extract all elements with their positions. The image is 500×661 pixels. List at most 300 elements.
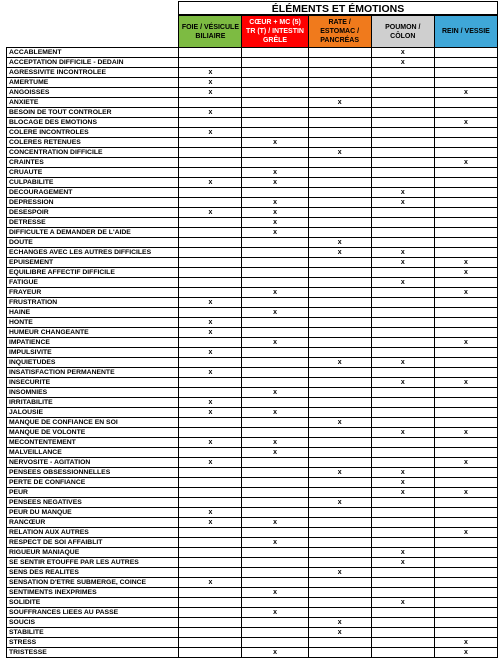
- table-row: [7, 378, 498, 388]
- emotion-label: CRAINTES: [7, 158, 179, 168]
- mark-cell: x: [179, 368, 242, 378]
- mark-cell: [179, 608, 242, 618]
- mark-cell: [242, 428, 308, 438]
- mark-cell: [308, 298, 371, 308]
- mark-cell: [242, 128, 308, 138]
- mark-cell: [371, 588, 434, 598]
- mark-cell: [242, 148, 308, 158]
- mark-cell: [308, 648, 371, 658]
- mark-cell: [242, 98, 308, 108]
- table-row: [7, 608, 498, 618]
- mark-cell: x: [308, 568, 371, 578]
- emotion-label: CRUAUTE: [7, 168, 179, 178]
- mark-cell: x: [179, 408, 242, 418]
- mark-cell: [242, 68, 308, 78]
- table-row: [7, 588, 498, 598]
- emotion-label: ANGOISSES: [7, 88, 179, 98]
- table-row: [7, 388, 498, 398]
- mark-cell: [308, 548, 371, 558]
- mark-cell: [371, 568, 434, 578]
- mark-cell: x: [371, 378, 434, 388]
- emotion-label: MANQUE DE CONFIANCE EN SOI: [7, 418, 179, 428]
- mark-cell: x: [179, 78, 242, 88]
- mark-cell: [371, 528, 434, 538]
- mark-cell: [434, 608, 497, 618]
- column-header-rein: REIN / VESSIE: [434, 16, 497, 48]
- mark-cell: x: [434, 338, 497, 348]
- mark-cell: [242, 318, 308, 328]
- mark-cell: [371, 508, 434, 518]
- mark-cell: x: [308, 628, 371, 638]
- mark-cell: [371, 298, 434, 308]
- mark-cell: x: [242, 228, 308, 238]
- table-row: [7, 148, 498, 158]
- table-row: [7, 98, 498, 108]
- mark-cell: [179, 548, 242, 558]
- emotion-label: DEPRESSION: [7, 198, 179, 208]
- mark-cell: [308, 288, 371, 298]
- mark-cell: x: [371, 478, 434, 488]
- mark-cell: x: [242, 168, 308, 178]
- table-row: [7, 518, 498, 528]
- mark-cell: [242, 358, 308, 368]
- mark-cell: [308, 88, 371, 98]
- mark-cell: [242, 458, 308, 468]
- mark-cell: [308, 158, 371, 168]
- table-row: [7, 568, 498, 578]
- mark-cell: [179, 188, 242, 198]
- mark-cell: [434, 518, 497, 528]
- table-row: [7, 428, 498, 438]
- mark-cell: [308, 108, 371, 118]
- mark-cell: x: [242, 408, 308, 418]
- mark-cell: x: [371, 548, 434, 558]
- mark-cell: [371, 78, 434, 88]
- mark-cell: [308, 558, 371, 568]
- table-row: [7, 288, 498, 298]
- mark-cell: [179, 478, 242, 488]
- emotion-label: IMPATIENCE: [7, 338, 179, 348]
- mark-cell: [371, 398, 434, 408]
- mark-cell: [242, 238, 308, 248]
- mark-cell: [371, 68, 434, 78]
- mark-cell: [179, 468, 242, 478]
- mark-cell: [308, 408, 371, 418]
- mark-cell: [308, 278, 371, 288]
- mark-cell: x: [371, 428, 434, 438]
- mark-cell: [179, 528, 242, 538]
- table-row: [7, 178, 498, 188]
- mark-cell: x: [434, 528, 497, 538]
- mark-cell: [371, 178, 434, 188]
- emotion-label: COLERES RETENUES: [7, 138, 179, 148]
- mark-cell: [371, 238, 434, 248]
- mark-cell: x: [434, 268, 497, 278]
- mark-cell: [371, 148, 434, 158]
- mark-cell: [308, 578, 371, 588]
- mark-cell: [371, 328, 434, 338]
- mark-cell: x: [434, 488, 497, 498]
- mark-cell: [179, 258, 242, 268]
- mark-cell: [371, 108, 434, 118]
- mark-cell: [179, 308, 242, 318]
- mark-cell: [179, 278, 242, 288]
- mark-cell: [242, 508, 308, 518]
- mark-cell: x: [179, 438, 242, 448]
- mark-cell: [308, 128, 371, 138]
- mark-cell: [242, 158, 308, 168]
- mark-cell: [242, 88, 308, 98]
- mark-cell: x: [434, 258, 497, 268]
- emotion-label: BESOIN DE TOUT CONTROLER: [7, 108, 179, 118]
- mark-cell: x: [308, 358, 371, 368]
- table-row: [7, 298, 498, 308]
- mark-cell: [434, 498, 497, 508]
- table-row: [7, 368, 498, 378]
- mark-cell: x: [308, 468, 371, 478]
- mark-cell: [371, 338, 434, 348]
- mark-cell: [434, 358, 497, 368]
- emotion-label: SE SENTIR ETOUFFE PAR LES AUTRES: [7, 558, 179, 568]
- mark-cell: x: [242, 218, 308, 228]
- mark-cell: [179, 638, 242, 648]
- mark-cell: [371, 368, 434, 378]
- mark-cell: [179, 168, 242, 178]
- mark-cell: x: [434, 88, 497, 98]
- header-row: [7, 16, 498, 48]
- table-row: [7, 578, 498, 588]
- emotion-label: RANCŒUR: [7, 518, 179, 528]
- emotion-label: AGRESSIVITE INCONTROLEE: [7, 68, 179, 78]
- mark-cell: [371, 138, 434, 148]
- mark-cell: [308, 68, 371, 78]
- mark-cell: [308, 598, 371, 608]
- mark-cell: x: [308, 498, 371, 508]
- mark-cell: [434, 598, 497, 608]
- mark-cell: [434, 328, 497, 338]
- emotion-label: ACCEPTATION DIFFICILE - DEDAIN: [7, 58, 179, 68]
- table-row: [7, 58, 498, 68]
- mark-cell: x: [179, 88, 242, 98]
- mark-cell: x: [371, 278, 434, 288]
- mark-cell: [308, 338, 371, 348]
- mark-cell: [179, 498, 242, 508]
- mark-cell: [434, 218, 497, 228]
- table-row: [7, 348, 498, 358]
- mark-cell: [242, 578, 308, 588]
- emotion-label: SOUCIS: [7, 618, 179, 628]
- mark-cell: [434, 278, 497, 288]
- mark-cell: [434, 418, 497, 428]
- emotion-label: IMPULSIVITE: [7, 348, 179, 358]
- mark-cell: [434, 588, 497, 598]
- emotion-label: MALVEILLANCE: [7, 448, 179, 458]
- mark-cell: [242, 258, 308, 268]
- mark-cell: x: [179, 298, 242, 308]
- mark-cell: [308, 398, 371, 408]
- mark-cell: x: [179, 508, 242, 518]
- mark-cell: x: [242, 338, 308, 348]
- mark-cell: [434, 68, 497, 78]
- table-row: [7, 438, 498, 448]
- mark-cell: [179, 428, 242, 438]
- mark-cell: [434, 208, 497, 218]
- mark-cell: [242, 48, 308, 58]
- mark-cell: x: [242, 308, 308, 318]
- mark-cell: [371, 608, 434, 618]
- mark-cell: x: [371, 248, 434, 258]
- mark-cell: [308, 458, 371, 468]
- mark-cell: x: [434, 648, 497, 658]
- emotion-label: SENSATION D'ETRE SUBMERGE, COINCE: [7, 578, 179, 588]
- mark-cell: x: [242, 518, 308, 528]
- mark-cell: [434, 58, 497, 68]
- table-row: [7, 358, 498, 368]
- header-corner: [7, 16, 179, 48]
- table-row: [7, 68, 498, 78]
- mark-cell: [308, 118, 371, 128]
- mark-cell: [434, 248, 497, 258]
- mark-cell: [179, 628, 242, 638]
- mark-cell: [179, 98, 242, 108]
- mark-cell: [371, 518, 434, 528]
- emotion-label: TRISTESSE: [7, 648, 179, 658]
- mark-cell: [242, 468, 308, 478]
- mark-cell: x: [179, 68, 242, 78]
- mark-cell: [371, 388, 434, 398]
- mark-cell: [308, 308, 371, 318]
- mark-cell: [308, 448, 371, 458]
- mark-cell: [434, 308, 497, 318]
- mark-cell: [179, 228, 242, 238]
- column-header-poumon: POUMON / CÔLON: [371, 16, 434, 48]
- mark-cell: x: [371, 468, 434, 478]
- mark-cell: [434, 78, 497, 88]
- table-row: [7, 538, 498, 548]
- mark-cell: [434, 628, 497, 638]
- mark-cell: x: [308, 618, 371, 628]
- mark-cell: [434, 468, 497, 478]
- table-row: [7, 108, 498, 118]
- mark-cell: [434, 348, 497, 358]
- table-row: [7, 488, 498, 498]
- mark-cell: [179, 288, 242, 298]
- mark-cell: [371, 498, 434, 508]
- mark-cell: x: [179, 178, 242, 188]
- mark-cell: x: [179, 128, 242, 138]
- mark-cell: [179, 538, 242, 548]
- mark-cell: [308, 608, 371, 618]
- column-header-rate: RATE / ESTOMAC / PANCRÉAS: [308, 16, 371, 48]
- mark-cell: [434, 318, 497, 328]
- emotion-label: PENSEES OBSESSIONNELLES: [7, 468, 179, 478]
- mark-cell: [434, 568, 497, 578]
- emotion-label: PERTE DE CONFIANCE: [7, 478, 179, 488]
- mark-cell: [308, 368, 371, 378]
- emotions-table: [6, 15, 498, 658]
- column-header-coeur: CŒUR + MC (5) TR (T) / INTESTIN GRÊLE: [242, 16, 308, 48]
- mark-cell: [308, 258, 371, 268]
- mark-cell: [434, 108, 497, 118]
- emotion-label: RESPECT DE SOI AFFAIBLIT: [7, 538, 179, 548]
- mark-cell: [242, 188, 308, 198]
- mark-cell: x: [371, 198, 434, 208]
- mark-cell: [179, 148, 242, 158]
- emotion-label: SOUFFRANCES LIEES AU PASSE: [7, 608, 179, 618]
- table-row: [7, 638, 498, 648]
- emotion-label: IRRITABILITE: [7, 398, 179, 408]
- mark-cell: [434, 388, 497, 398]
- mark-cell: [434, 478, 497, 488]
- table-row: [7, 498, 498, 508]
- mark-cell: [434, 48, 497, 58]
- mark-cell: [179, 58, 242, 68]
- emotion-label: SENS DES REALITES: [7, 568, 179, 578]
- table-row: [7, 598, 498, 608]
- table-row: [7, 48, 498, 58]
- mark-cell: [242, 628, 308, 638]
- mark-cell: [308, 428, 371, 438]
- mark-cell: [179, 598, 242, 608]
- mark-cell: x: [242, 538, 308, 548]
- mark-cell: x: [308, 98, 371, 108]
- table-row: [7, 528, 498, 538]
- mark-cell: [179, 338, 242, 348]
- emotion-label: DOUTE: [7, 238, 179, 248]
- table-row: [7, 278, 498, 288]
- mark-cell: [308, 168, 371, 178]
- table-row: [7, 478, 498, 488]
- mark-cell: [434, 198, 497, 208]
- mark-cell: [179, 218, 242, 228]
- emotion-label: COLERE INCONTROLES: [7, 128, 179, 138]
- mark-cell: [308, 58, 371, 68]
- mark-cell: [371, 408, 434, 418]
- table-row: [7, 318, 498, 328]
- mark-cell: [242, 298, 308, 308]
- mark-cell: x: [434, 458, 497, 468]
- mark-cell: [179, 138, 242, 148]
- emotion-label: EPUISEMENT: [7, 258, 179, 268]
- mark-cell: [308, 508, 371, 518]
- mark-cell: [371, 308, 434, 318]
- mark-cell: [371, 418, 434, 428]
- mark-cell: x: [242, 208, 308, 218]
- mark-cell: x: [371, 188, 434, 198]
- mark-cell: x: [179, 208, 242, 218]
- mark-cell: [179, 358, 242, 368]
- emotion-label: HAINE: [7, 308, 179, 318]
- table-row: [7, 328, 498, 338]
- mark-cell: x: [308, 418, 371, 428]
- mark-cell: [179, 388, 242, 398]
- mark-cell: [434, 238, 497, 248]
- mark-cell: [242, 108, 308, 118]
- mark-cell: [308, 208, 371, 218]
- mark-cell: [434, 98, 497, 108]
- mark-cell: [434, 408, 497, 418]
- emotion-label: MANQUE DE VOLONTE: [7, 428, 179, 438]
- table-row: [7, 648, 498, 658]
- mark-cell: [308, 228, 371, 238]
- mark-cell: [308, 538, 371, 548]
- mark-cell: x: [308, 148, 371, 158]
- mark-cell: x: [242, 138, 308, 148]
- table-row: [7, 398, 498, 408]
- mark-cell: [308, 478, 371, 488]
- chart-title: ÉLÉMENTS ET ÉMOTIONS: [178, 1, 498, 15]
- mark-cell: [434, 448, 497, 458]
- table-row: [7, 468, 498, 478]
- mark-cell: [179, 558, 242, 568]
- mark-cell: [371, 268, 434, 278]
- emotion-label: PEUR DU MANQUE: [7, 508, 179, 518]
- emotion-label: STRESS: [7, 638, 179, 648]
- emotion-label: FRAYEUR: [7, 288, 179, 298]
- mark-cell: x: [242, 588, 308, 598]
- mark-cell: [371, 348, 434, 358]
- emotion-label: BLOCAGE DES EMOTIONS: [7, 118, 179, 128]
- table-row: [7, 508, 498, 518]
- mark-cell: [242, 478, 308, 488]
- emotion-label: INSOMNIES: [7, 388, 179, 398]
- table-row: [7, 448, 498, 458]
- mark-cell: [242, 638, 308, 648]
- mark-cell: [371, 288, 434, 298]
- mark-cell: x: [371, 48, 434, 58]
- mark-cell: [308, 218, 371, 228]
- mark-cell: [371, 578, 434, 588]
- table-row: [7, 308, 498, 318]
- mark-cell: [371, 438, 434, 448]
- mark-cell: [242, 568, 308, 578]
- table-row: [7, 118, 498, 128]
- emotion-label: CULPABILITE: [7, 178, 179, 188]
- emotion-label: HUMEUR CHANGEANTE: [7, 328, 179, 338]
- mark-cell: [242, 118, 308, 128]
- mark-cell: [434, 188, 497, 198]
- mark-cell: x: [434, 118, 497, 128]
- table-body: [7, 48, 498, 658]
- mark-cell: x: [179, 328, 242, 338]
- mark-cell: [242, 278, 308, 288]
- mark-cell: x: [434, 638, 497, 648]
- mark-cell: [308, 188, 371, 198]
- mark-cell: [308, 528, 371, 538]
- mark-cell: [371, 448, 434, 458]
- mark-cell: x: [434, 378, 497, 388]
- mark-cell: [371, 98, 434, 108]
- emotion-label: PENSEES NEGATIVES: [7, 498, 179, 508]
- mark-cell: [308, 438, 371, 448]
- mark-cell: [242, 488, 308, 498]
- mark-cell: x: [308, 248, 371, 258]
- emotion-label: FRUSTRATION: [7, 298, 179, 308]
- mark-cell: x: [242, 448, 308, 458]
- mark-cell: [371, 118, 434, 128]
- emotion-label: DESESPOIR: [7, 208, 179, 218]
- mark-cell: [242, 618, 308, 628]
- emotion-label: PEUR: [7, 488, 179, 498]
- mark-cell: x: [371, 558, 434, 568]
- mark-cell: [242, 348, 308, 358]
- mark-cell: x: [371, 488, 434, 498]
- table-row: [7, 88, 498, 98]
- mark-cell: [371, 638, 434, 648]
- emotion-label: FATIGUE: [7, 278, 179, 288]
- emotion-label: MECONTENTEMENT: [7, 438, 179, 448]
- table-row: [7, 138, 498, 148]
